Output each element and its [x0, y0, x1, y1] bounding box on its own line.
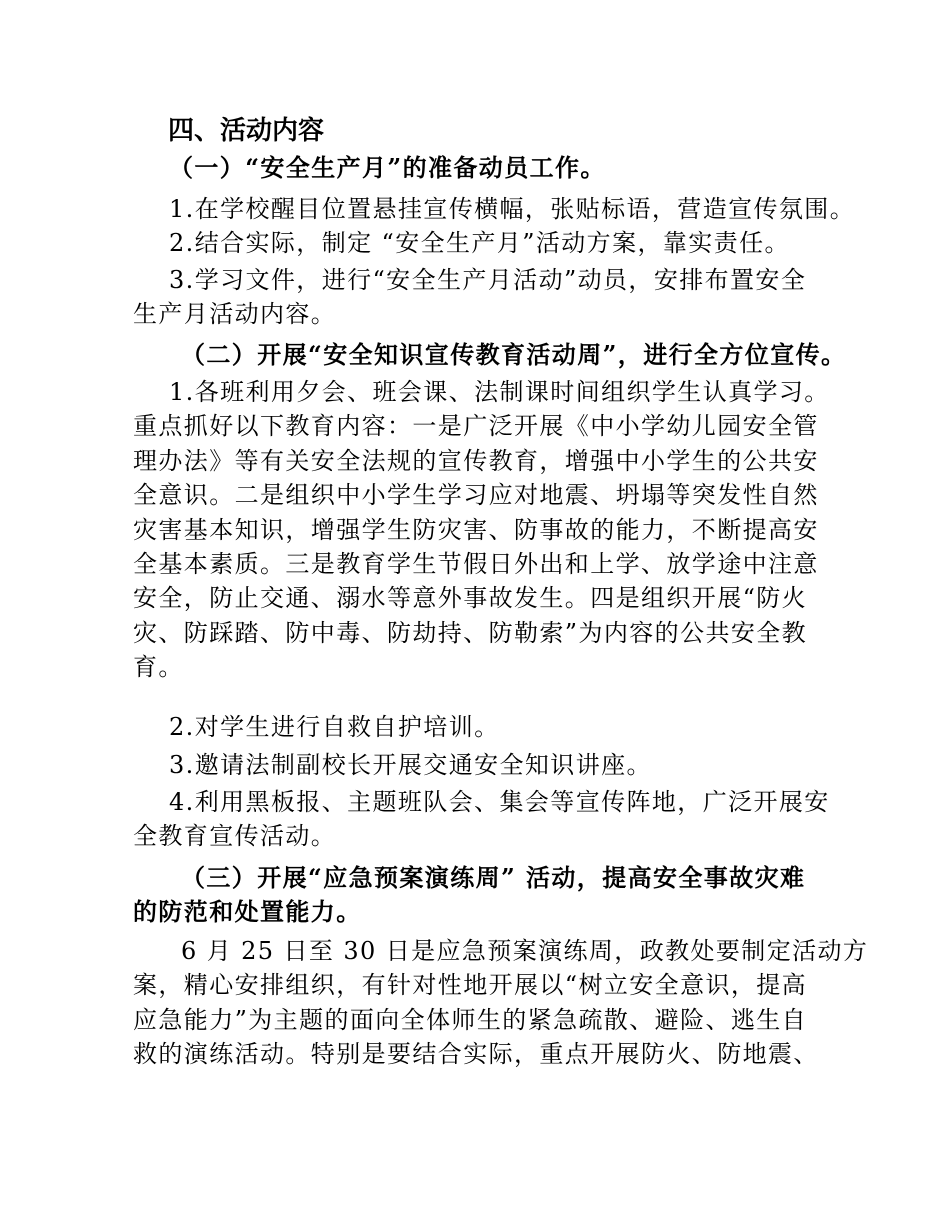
sub2-item-1-line-6: 全基本素质。三是教育学生节假日外出和上学、放学途中注意	[133, 549, 819, 578]
sub1-title: （一）“安全生产月”的准备动员工作。	[169, 153, 606, 182]
sub3-body-line-2: 案，精心安排组织，有针对性地开展以“树立安全意识，提高	[133, 971, 808, 1000]
sub1-item-3-line-1: 3.学习文件，进行“安全生产月活动”动员，安排布置安全	[169, 266, 807, 294]
sub1-item-3-line-2: 生产月活动内容。	[133, 300, 337, 329]
sub2-item4-block	[133, 785, 830, 854]
sub2-item-1-line-3: 理办法》等有关安全法规的宣传教育，增强中小学生的公共安	[133, 446, 819, 475]
sub2-item-4-line-1: 4.利用黑板报、主题班队会、集会等宣传阵地，广泛开展安	[169, 788, 830, 816]
sub2-item2-block	[133, 710, 823, 744]
sub3-body-line-1: 6 月 25 日至 30 日是应急预案演练周，政教处要制定活动方	[181, 937, 869, 965]
sub2-item3-block	[133, 748, 823, 782]
sub1-item3-block	[133, 263, 823, 332]
section-heading: 四、活动内容	[168, 116, 325, 146]
sub2-item-1-line-8: 灾、防踩踏、防中毒、防劫持、防勒索”为内容的公共安全教	[133, 618, 808, 647]
sub3-body-block	[133, 934, 869, 1072]
sub2-title: （二）开展“安全知识宣传教育活动周”，进行全方位宣传。	[181, 340, 847, 369]
sub3-title-line-2: 的防范和处置能力。	[133, 897, 362, 927]
sub3-title-block	[133, 861, 823, 930]
sub2-item-1-line-7: 安全，防止交通、溺水等意外事故发生。四是组织开展“防火	[133, 584, 808, 613]
sub3-title-line-1: （三）开展“应急预案演练周” 活动，提高安全事故灾难	[181, 863, 806, 892]
sub1-items-block	[133, 192, 856, 226]
sub3-body-line-3: 应急能力”为主题的面向全体师生的紧急疏散、避险、逃生自	[133, 1005, 808, 1034]
sub1-item-2: 2.结合实际，制定 “安全生产月”活动方案，靠实责任。	[169, 229, 790, 257]
sub2-item-1-line-5: 灾害基本知识，增强学生防灾害、防事故的能力，不断提高安	[133, 515, 819, 544]
sub2-title-block	[133, 338, 847, 372]
sub2-item-3: 3.邀请法制副校长开展交通安全知识讲座。	[169, 751, 652, 779]
sub1-item2-block	[133, 226, 823, 260]
sub2-item-1-line-2: 重点抓好以下教育内容：一是广泛开展《中小学幼儿园安全管	[133, 412, 819, 441]
sub2-item-1-line-9: 育。	[133, 653, 184, 682]
sub2-item-4-line-2: 全教育宣传活动。	[133, 822, 337, 851]
sub1-item-1: 1.在学校醒目位置悬挂宣传横幅，张贴标语，营造宣传氛围。	[169, 195, 856, 223]
sub3-body-line-4: 救的演练活动。特别是要结合实际，重点开展防火、防地震、	[133, 1040, 819, 1069]
sub1-title-block	[133, 151, 823, 185]
sub2-item1-block	[133, 375, 830, 685]
sub2-item-2: 2.对学生进行自救自护培训。	[169, 713, 500, 741]
sub2-item-1-line-4: 全意识。二是组织中小学生学习应对地震、坍塌等突发性自然	[133, 481, 819, 510]
sub2-item-1-line-1: 1.各班利用夕会、班会课、法制课时间组织学生认真学习。	[169, 378, 830, 406]
